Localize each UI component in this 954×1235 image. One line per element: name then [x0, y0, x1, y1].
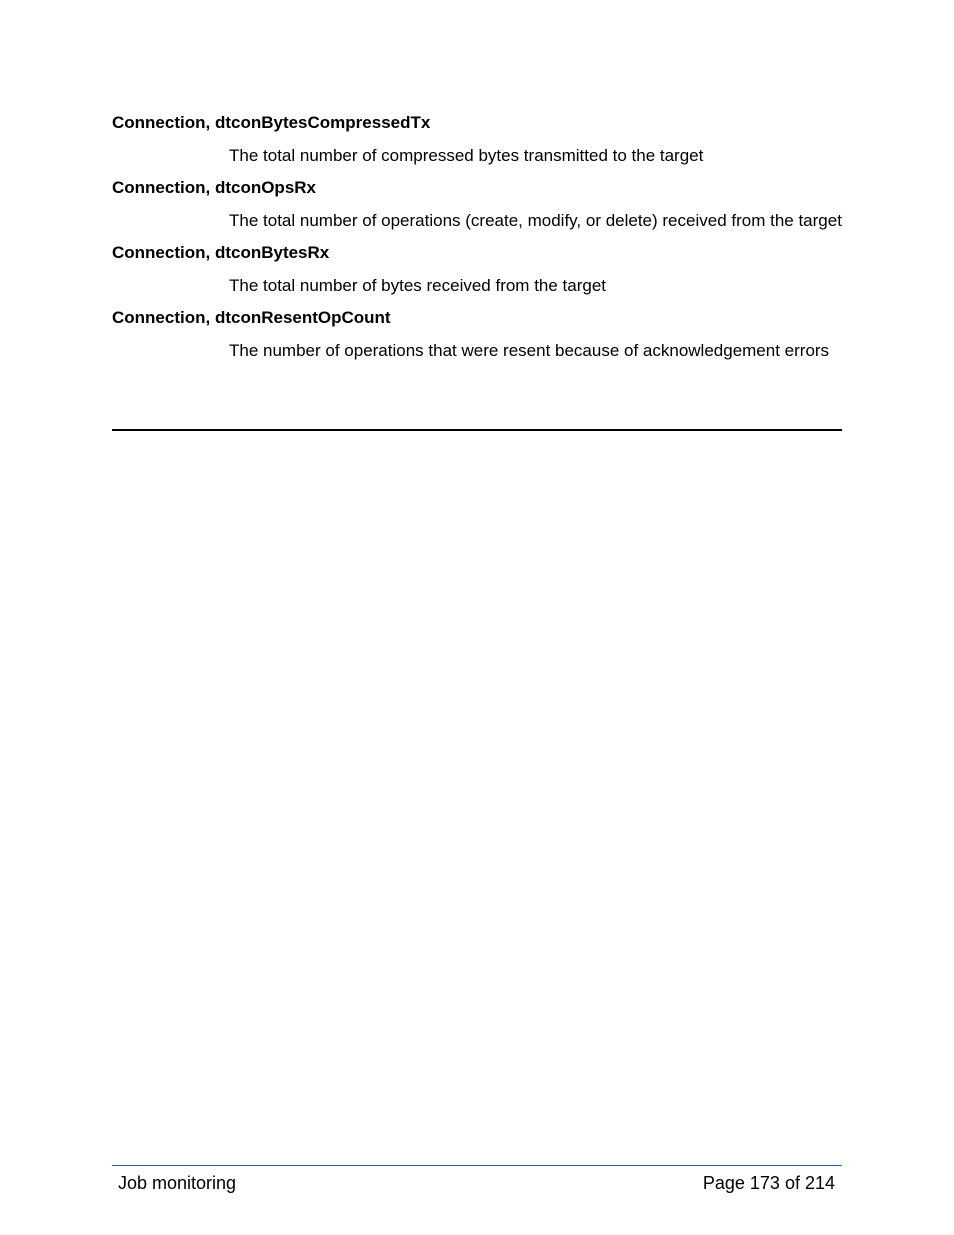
definition-entry — [112, 177, 842, 233]
section-end-divider — [112, 429, 842, 431]
definition-list — [112, 112, 842, 363]
definition-term: Connection, dtconBytesCompressedTx — [112, 113, 431, 132]
footer-section-title: Job monitoring — [118, 1173, 237, 1193]
definition-term: Connection, dtconResentOpCount — [112, 308, 391, 327]
definition-term: Connection, dtconBytesRx — [112, 243, 330, 262]
definition-description: The total number of bytes received from the target — [229, 276, 607, 295]
definition-description: The total number of compressed bytes transmitted to the target — [229, 146, 704, 165]
definition-entry — [112, 242, 842, 298]
footer-page-number: Page 173 of 214 — [702, 1173, 835, 1193]
footer-divider — [112, 1165, 842, 1166]
definition-entry — [112, 307, 842, 363]
definition-term: Connection, dtconOpsRx — [112, 178, 316, 197]
definition-description: The total number of operations (create, modify, or delete) received from the target — [229, 211, 842, 230]
definition-description: The number of operations that were resent because of acknowledgement errors — [229, 341, 830, 360]
definition-entry — [112, 112, 842, 168]
